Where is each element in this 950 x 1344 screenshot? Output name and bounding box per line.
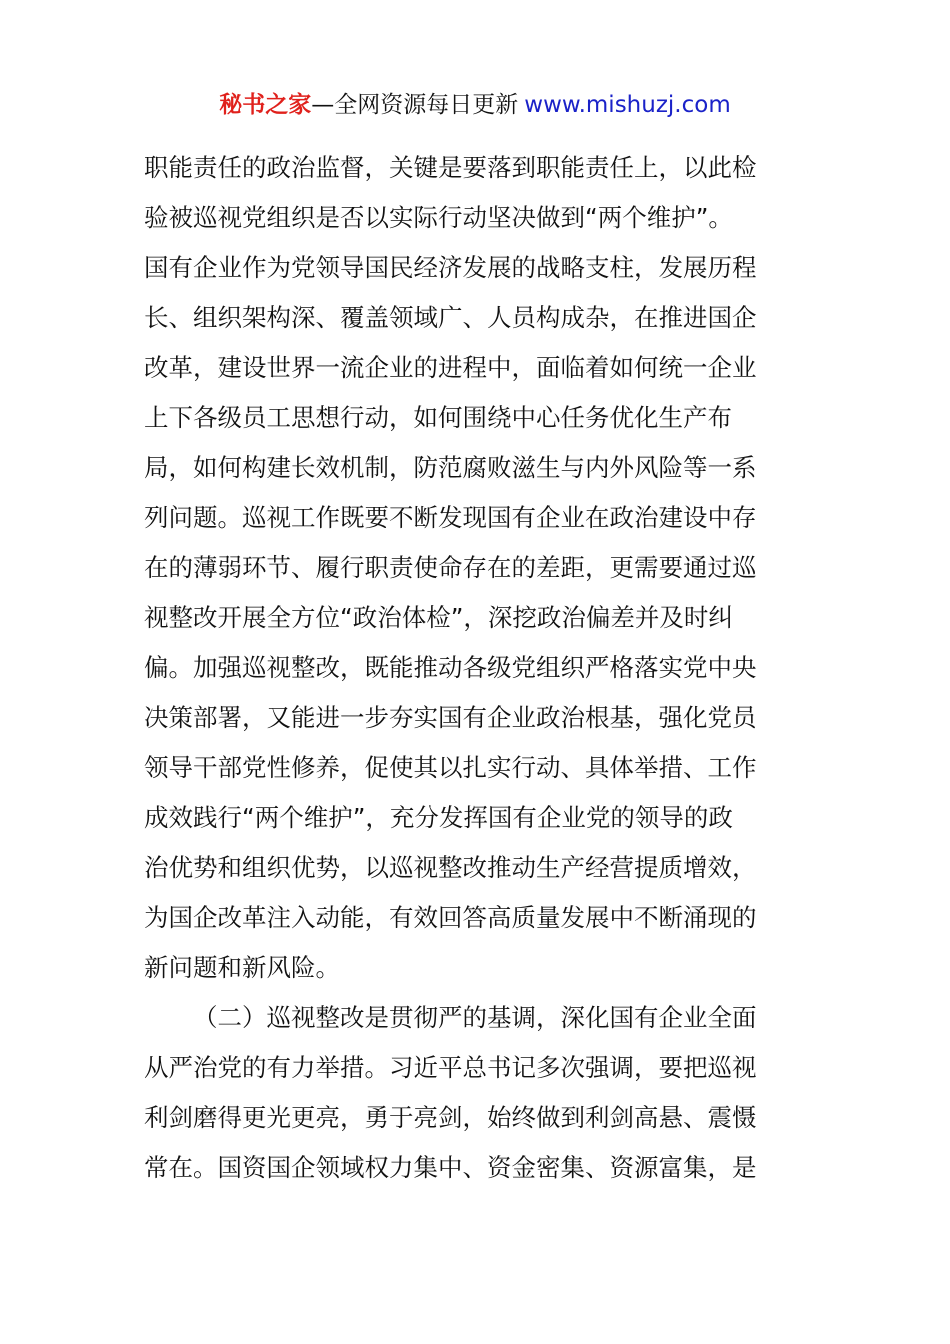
text-line: 决策部署，又能进一步夯实国有企业政治根基，强化党员	[144, 703, 757, 732]
document-body	[144, 143, 814, 1193]
text-line: 偏。加强巡视整改，既能推动各级党组织严格落实党中央	[144, 653, 757, 682]
header-url-link[interactable]: www.mishuzj.com	[524, 92, 731, 118]
text-line: （二）巡视整改是贯彻严的基调，深化国有企业全面	[193, 1003, 757, 1032]
text-line: 在的薄弱环节、履行职责使命存在的差距，更需要通过巡	[144, 553, 757, 582]
text-line: 新问题和新风险。	[144, 953, 340, 982]
text-line: 视整改开展全方位“政治体检”，深挖政治偏差并及时纠	[144, 603, 733, 632]
text-line: 验被巡视党组织是否以实际行动坚决做到“两个维护”。	[144, 203, 733, 232]
text-line: 为国企改革注入动能，有效回答高质量发展中不断涌现的	[144, 903, 757, 932]
page-header	[0, 88, 950, 122]
text-line: 领导干部党性修养，促使其以扎实行动、具体举措、工作	[144, 753, 757, 782]
text-line: 从严治党的有力举措。习近平总书记多次强调，要把巡视	[144, 1053, 757, 1082]
text-line: 列问题。巡视工作既要不断发现国有企业在政治建设中存	[144, 503, 757, 532]
text-line: 改革，建设世界一流企业的进程中，面临着如何统一企业	[144, 353, 757, 382]
brand-name: 秘书之家	[219, 92, 312, 118]
header-tagline: —全网资源每日更新	[311, 92, 519, 118]
text-line: 上下各级员工思想行动，如何围绕中心任务优化生产布	[144, 403, 732, 432]
text-line: 成效践行“两个维护”，充分发挥国有企业党的领导的政	[144, 803, 733, 832]
text-line: 长、组织架构深、覆盖领域广、人员构成杂，在推进国企	[144, 303, 757, 332]
text-line: 局，如何构建长效机制，防范腐败滋生与内外风险等一系	[144, 453, 757, 482]
text-line: 常在。国资国企领域权力集中、资金密集、资源富集，是	[144, 1153, 757, 1182]
text-line: 国有企业作为党领导国民经济发展的战略支柱，发展历程	[144, 253, 757, 282]
text-line: 职能责任的政治监督，关键是要落到职能责任上，以此检	[144, 153, 757, 182]
text-line: 利剑磨得更光更亮，勇于亮剑，始终做到利剑高悬、震慑	[144, 1103, 757, 1132]
text-line: 治优势和组织优势，以巡视整改推动生产经营提质增效，	[144, 853, 757, 882]
